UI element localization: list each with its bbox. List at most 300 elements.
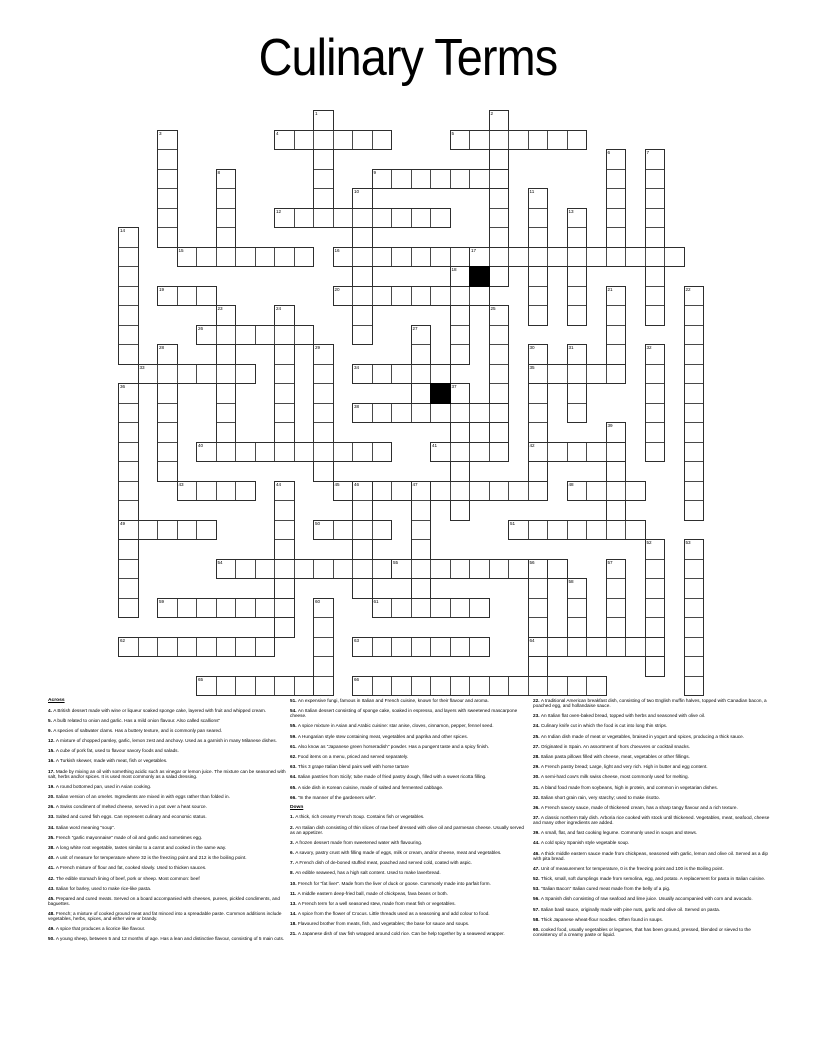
grid-cell[interactable] — [255, 247, 276, 268]
grid-cell[interactable] — [372, 559, 393, 580]
grid-cell[interactable] — [469, 442, 490, 463]
grid-cell[interactable] — [528, 656, 549, 677]
grid-cell[interactable] — [684, 461, 705, 482]
grid-cell[interactable] — [157, 442, 178, 463]
grid-cell[interactable] — [684, 637, 705, 658]
grid-cell[interactable] — [489, 266, 510, 287]
grid-cell[interactable] — [567, 364, 588, 385]
grid-cell[interactable] — [450, 305, 471, 326]
grid-cell[interactable] — [118, 481, 139, 502]
grid-cell[interactable] — [118, 461, 139, 482]
grid-cell[interactable] — [118, 286, 139, 307]
grid-cell[interactable] — [216, 247, 237, 268]
grid-cell[interactable] — [216, 481, 237, 502]
grid-cell[interactable] — [294, 325, 315, 346]
grid-cell[interactable] — [450, 286, 471, 307]
grid-cell[interactable] — [430, 637, 451, 658]
grid-cell[interactable] — [333, 247, 354, 268]
grid-cell[interactable] — [489, 247, 510, 268]
grid-cell[interactable] — [684, 656, 705, 677]
grid-cell[interactable] — [235, 325, 256, 346]
grid-cell[interactable] — [196, 325, 217, 346]
grid-cell[interactable] — [352, 227, 373, 248]
grid-cell[interactable] — [567, 598, 588, 619]
grid-cell[interactable] — [274, 481, 295, 502]
grid-cell[interactable] — [411, 325, 432, 346]
grid-cell[interactable] — [645, 364, 666, 385]
grid-cell[interactable] — [274, 383, 295, 404]
grid-cell[interactable] — [255, 325, 276, 346]
grid-cell[interactable] — [196, 520, 217, 541]
grid-cell[interactable] — [352, 266, 373, 287]
grid-cell[interactable] — [391, 676, 412, 697]
grid-cell[interactable] — [450, 325, 471, 346]
grid-cell[interactable] — [216, 364, 237, 385]
grid-cell[interactable] — [606, 559, 627, 580]
grid-cell[interactable] — [216, 403, 237, 424]
grid-cell[interactable] — [177, 598, 198, 619]
grid-cell[interactable] — [313, 656, 334, 677]
grid-cell[interactable] — [313, 559, 334, 580]
grid-cell[interactable] — [372, 130, 393, 151]
grid-cell[interactable] — [606, 227, 627, 248]
grid-cell[interactable] — [450, 383, 471, 404]
grid-cell[interactable] — [411, 247, 432, 268]
grid-cell[interactable] — [411, 578, 432, 599]
grid-cell[interactable] — [157, 461, 178, 482]
grid-cell[interactable] — [313, 461, 334, 482]
grid-cell[interactable] — [606, 149, 627, 170]
grid-cell[interactable] — [489, 481, 510, 502]
grid-cell[interactable] — [157, 130, 178, 151]
grid-cell[interactable] — [645, 208, 666, 229]
grid-cell[interactable] — [352, 286, 373, 307]
grid-cell[interactable] — [645, 559, 666, 580]
grid-cell[interactable] — [528, 247, 549, 268]
grid-cell[interactable] — [372, 169, 393, 190]
grid-cell[interactable] — [235, 364, 256, 385]
grid-cell[interactable] — [645, 403, 666, 424]
grid-cell[interactable] — [157, 188, 178, 209]
grid-cell[interactable] — [157, 403, 178, 424]
grid-cell[interactable] — [430, 598, 451, 619]
grid-cell[interactable] — [450, 481, 471, 502]
grid-cell[interactable] — [411, 364, 432, 385]
grid-cell[interactable] — [547, 676, 568, 697]
grid-cell[interactable] — [411, 676, 432, 697]
grid-cell[interactable] — [684, 598, 705, 619]
grid-cell[interactable] — [606, 422, 627, 443]
grid-cell[interactable] — [469, 130, 490, 151]
grid-cell[interactable] — [567, 676, 588, 697]
grid-cell[interactable] — [645, 578, 666, 599]
grid-cell[interactable] — [450, 559, 471, 580]
grid-cell[interactable] — [274, 520, 295, 541]
grid-cell[interactable] — [606, 188, 627, 209]
grid-cell[interactable] — [216, 305, 237, 326]
grid-cell[interactable] — [430, 286, 451, 307]
grid-cell[interactable] — [274, 598, 295, 619]
grid-cell[interactable] — [489, 305, 510, 326]
grid-cell[interactable] — [352, 442, 373, 463]
grid-cell[interactable] — [508, 559, 529, 580]
grid-cell[interactable] — [274, 208, 295, 229]
grid-cell[interactable] — [489, 403, 510, 424]
grid-cell[interactable] — [352, 188, 373, 209]
grid-cell[interactable] — [528, 422, 549, 443]
grid-cell[interactable] — [391, 598, 412, 619]
grid-cell[interactable] — [333, 559, 354, 580]
grid-cell[interactable] — [216, 676, 237, 697]
grid-cell[interactable] — [547, 130, 568, 151]
grid-cell[interactable] — [216, 422, 237, 443]
grid-cell[interactable] — [157, 637, 178, 658]
grid-cell[interactable] — [274, 325, 295, 346]
grid-cell[interactable] — [489, 325, 510, 346]
grid-cell[interactable] — [489, 344, 510, 365]
grid-cell[interactable] — [586, 481, 607, 502]
grid-cell[interactable] — [313, 403, 334, 424]
grid-cell[interactable] — [313, 422, 334, 443]
grid-cell[interactable] — [567, 578, 588, 599]
grid-cell[interactable] — [567, 227, 588, 248]
grid-cell[interactable] — [489, 110, 510, 131]
grid-cell[interactable] — [372, 208, 393, 229]
grid-cell[interactable] — [235, 676, 256, 697]
grid-cell[interactable] — [586, 247, 607, 268]
grid-cell[interactable] — [118, 344, 139, 365]
grid-cell[interactable] — [196, 247, 217, 268]
grid-cell[interactable] — [645, 383, 666, 404]
grid-cell[interactable] — [313, 598, 334, 619]
grid-cell[interactable] — [645, 344, 666, 365]
grid-cell[interactable] — [274, 344, 295, 365]
grid-cell[interactable] — [255, 676, 276, 697]
grid-cell[interactable] — [313, 676, 334, 697]
grid-cell[interactable] — [684, 481, 705, 502]
grid-cell[interactable] — [547, 559, 568, 580]
grid-cell[interactable] — [157, 149, 178, 170]
grid-cell[interactable] — [450, 442, 471, 463]
grid-cell[interactable] — [450, 598, 471, 619]
grid-cell[interactable] — [606, 169, 627, 190]
grid-cell[interactable] — [469, 598, 490, 619]
grid-cell[interactable] — [313, 110, 334, 131]
grid-cell[interactable] — [352, 208, 373, 229]
grid-cell[interactable] — [469, 247, 490, 268]
grid-cell[interactable] — [313, 188, 334, 209]
grid-cell[interactable] — [645, 188, 666, 209]
grid-cell[interactable] — [450, 403, 471, 424]
grid-cell[interactable] — [528, 344, 549, 365]
grid-cell[interactable] — [606, 598, 627, 619]
grid-cell[interactable] — [274, 422, 295, 443]
grid-cell[interactable] — [567, 305, 588, 326]
grid-cell[interactable] — [684, 383, 705, 404]
grid-cell[interactable] — [567, 130, 588, 151]
grid-cell[interactable] — [567, 247, 588, 268]
grid-cell[interactable] — [372, 481, 393, 502]
grid-cell[interactable] — [567, 403, 588, 424]
grid-cell[interactable] — [547, 364, 568, 385]
grid-cell[interactable] — [235, 247, 256, 268]
grid-cell[interactable] — [118, 266, 139, 287]
grid-cell[interactable] — [469, 403, 490, 424]
grid-cell[interactable] — [684, 617, 705, 638]
grid-cell[interactable] — [216, 344, 237, 365]
grid-cell[interactable] — [411, 169, 432, 190]
grid-cell[interactable] — [430, 403, 451, 424]
grid-cell[interactable] — [157, 227, 178, 248]
grid-cell[interactable] — [196, 676, 217, 697]
grid-cell[interactable] — [606, 247, 627, 268]
grid-cell[interactable] — [684, 344, 705, 365]
grid-cell[interactable] — [450, 676, 471, 697]
grid-cell[interactable] — [157, 169, 178, 190]
grid-cell[interactable] — [255, 559, 276, 580]
grid-cell[interactable] — [586, 442, 607, 463]
grid-cell[interactable] — [352, 559, 373, 580]
grid-cell[interactable] — [606, 461, 627, 482]
grid-cell[interactable] — [352, 247, 373, 268]
grid-cell[interactable] — [274, 305, 295, 326]
grid-cell[interactable] — [606, 208, 627, 229]
grid-cell[interactable] — [157, 208, 178, 229]
grid-cell[interactable] — [508, 481, 529, 502]
grid-cell[interactable] — [157, 286, 178, 307]
grid-cell[interactable] — [411, 559, 432, 580]
grid-cell[interactable] — [528, 481, 549, 502]
grid-cell[interactable] — [313, 364, 334, 385]
grid-cell[interactable] — [138, 520, 159, 541]
grid-cell[interactable] — [606, 305, 627, 326]
grid-cell[interactable] — [274, 442, 295, 463]
grid-cell[interactable] — [528, 559, 549, 580]
grid-cell[interactable] — [528, 305, 549, 326]
grid-cell[interactable] — [177, 364, 198, 385]
grid-cell[interactable] — [664, 247, 685, 268]
grid-cell[interactable] — [586, 520, 607, 541]
grid-cell[interactable] — [157, 383, 178, 404]
grid-cell[interactable] — [411, 383, 432, 404]
grid-cell[interactable] — [352, 481, 373, 502]
grid-cell[interactable] — [430, 559, 451, 580]
grid-cell[interactable] — [586, 364, 607, 385]
grid-cell[interactable] — [489, 676, 510, 697]
grid-cell[interactable] — [118, 247, 139, 268]
grid-cell[interactable] — [216, 169, 237, 190]
grid-cell[interactable] — [274, 500, 295, 521]
grid-cell[interactable] — [430, 208, 451, 229]
grid-cell[interactable] — [216, 325, 237, 346]
grid-cell[interactable] — [547, 637, 568, 658]
grid-cell[interactable] — [274, 130, 295, 151]
grid-cell[interactable] — [684, 578, 705, 599]
grid-cell[interactable] — [294, 130, 315, 151]
grid-cell[interactable] — [450, 266, 471, 287]
grid-cell[interactable] — [625, 481, 646, 502]
grid-cell[interactable] — [489, 188, 510, 209]
grid-cell[interactable] — [508, 247, 529, 268]
grid-cell[interactable] — [235, 481, 256, 502]
grid-cell[interactable] — [177, 520, 198, 541]
grid-cell[interactable] — [606, 617, 627, 638]
grid-cell[interactable] — [567, 617, 588, 638]
grid-cell[interactable] — [411, 637, 432, 658]
grid-cell[interactable] — [411, 286, 432, 307]
grid-cell[interactable] — [606, 637, 627, 658]
grid-cell[interactable] — [489, 169, 510, 190]
grid-cell[interactable] — [567, 520, 588, 541]
grid-cell[interactable] — [430, 169, 451, 190]
grid-cell[interactable] — [567, 266, 588, 287]
grid-cell[interactable] — [177, 481, 198, 502]
grid-cell[interactable] — [118, 383, 139, 404]
grid-cell[interactable] — [352, 325, 373, 346]
grid-cell[interactable] — [313, 208, 334, 229]
grid-cell[interactable] — [333, 130, 354, 151]
grid-cell[interactable] — [586, 637, 607, 658]
grid-cell[interactable] — [684, 500, 705, 521]
grid-cell[interactable] — [274, 676, 295, 697]
grid-cell[interactable] — [567, 637, 588, 658]
grid-cell[interactable] — [333, 481, 354, 502]
grid-cell[interactable] — [528, 442, 549, 463]
grid-cell[interactable] — [118, 559, 139, 580]
grid-cell[interactable] — [645, 149, 666, 170]
grid-cell[interactable] — [274, 247, 295, 268]
grid-cell[interactable] — [294, 208, 315, 229]
grid-cell[interactable] — [567, 344, 588, 365]
grid-cell[interactable] — [508, 130, 529, 151]
grid-cell[interactable] — [528, 461, 549, 482]
grid-cell[interactable] — [235, 637, 256, 658]
grid-cell[interactable] — [274, 364, 295, 385]
grid-cell[interactable] — [118, 637, 139, 658]
grid-cell[interactable] — [313, 383, 334, 404]
grid-cell[interactable] — [391, 247, 412, 268]
grid-cell[interactable] — [567, 481, 588, 502]
grid-cell[interactable] — [606, 344, 627, 365]
grid-cell[interactable] — [352, 130, 373, 151]
grid-cell[interactable] — [177, 637, 198, 658]
grid-cell[interactable] — [567, 442, 588, 463]
grid-cell[interactable] — [216, 383, 237, 404]
grid-cell[interactable] — [645, 637, 666, 658]
grid-cell[interactable] — [118, 500, 139, 521]
grid-cell[interactable] — [411, 520, 432, 541]
grid-cell[interactable] — [430, 676, 451, 697]
grid-cell[interactable] — [450, 169, 471, 190]
grid-cell[interactable] — [118, 539, 139, 560]
grid-cell[interactable] — [118, 598, 139, 619]
grid-cell[interactable] — [450, 130, 471, 151]
grid-cell[interactable] — [606, 578, 627, 599]
grid-cell[interactable] — [196, 637, 217, 658]
grid-cell[interactable] — [684, 286, 705, 307]
grid-cell[interactable] — [216, 559, 237, 580]
grid-cell[interactable] — [372, 637, 393, 658]
grid-cell[interactable] — [196, 364, 217, 385]
grid-cell[interactable] — [469, 286, 490, 307]
grid-cell[interactable] — [508, 520, 529, 541]
grid-cell[interactable] — [118, 422, 139, 443]
grid-cell[interactable] — [528, 520, 549, 541]
grid-cell[interactable] — [547, 442, 568, 463]
grid-cell[interactable] — [391, 481, 412, 502]
grid-cell[interactable] — [547, 520, 568, 541]
grid-cell[interactable] — [352, 637, 373, 658]
grid-cell[interactable] — [196, 286, 217, 307]
grid-cell[interactable] — [391, 559, 412, 580]
grid-cell[interactable] — [489, 149, 510, 170]
grid-cell[interactable] — [586, 676, 607, 697]
grid-cell[interactable] — [118, 520, 139, 541]
grid-cell[interactable] — [528, 208, 549, 229]
grid-cell[interactable] — [216, 637, 237, 658]
grid-cell[interactable] — [255, 598, 276, 619]
grid-cell[interactable] — [606, 364, 627, 385]
grid-cell[interactable] — [313, 520, 334, 541]
grid-cell[interactable] — [606, 286, 627, 307]
grid-cell[interactable] — [625, 520, 646, 541]
grid-cell[interactable] — [313, 442, 334, 463]
grid-cell[interactable] — [489, 442, 510, 463]
grid-cell[interactable] — [469, 559, 490, 580]
grid-cell[interactable] — [528, 676, 549, 697]
grid-cell[interactable] — [313, 169, 334, 190]
grid-cell[interactable] — [528, 188, 549, 209]
grid-cell[interactable] — [196, 598, 217, 619]
grid-cell[interactable] — [138, 637, 159, 658]
grid-cell[interactable] — [294, 442, 315, 463]
grid-cell[interactable] — [118, 578, 139, 599]
grid-cell[interactable] — [411, 344, 432, 365]
grid-cell[interactable] — [391, 169, 412, 190]
grid-cell[interactable] — [606, 325, 627, 346]
grid-cell[interactable] — [528, 617, 549, 638]
grid-cell[interactable] — [528, 286, 549, 307]
grid-cell[interactable] — [645, 539, 666, 560]
grid-cell[interactable] — [411, 403, 432, 424]
grid-cell[interactable] — [118, 325, 139, 346]
grid-cell[interactable] — [508, 676, 529, 697]
grid-cell[interactable] — [469, 169, 490, 190]
grid-cell[interactable] — [352, 500, 373, 521]
grid-cell[interactable] — [411, 481, 432, 502]
grid-cell[interactable] — [411, 598, 432, 619]
grid-cell[interactable] — [118, 305, 139, 326]
grid-cell[interactable] — [372, 403, 393, 424]
grid-cell[interactable] — [255, 637, 276, 658]
grid-cell[interactable] — [313, 149, 334, 170]
grid-cell[interactable] — [606, 520, 627, 541]
grid-cell[interactable] — [391, 403, 412, 424]
grid-cell[interactable] — [352, 364, 373, 385]
grid-cell[interactable] — [528, 637, 549, 658]
grid-cell[interactable] — [606, 481, 627, 502]
grid-cell[interactable] — [489, 227, 510, 248]
grid-cell[interactable] — [684, 403, 705, 424]
grid-cell[interactable] — [196, 481, 217, 502]
grid-cell[interactable] — [274, 559, 295, 580]
grid-cell[interactable] — [684, 422, 705, 443]
grid-cell[interactable] — [118, 227, 139, 248]
grid-cell[interactable] — [430, 247, 451, 268]
grid-cell[interactable] — [411, 500, 432, 521]
grid-cell[interactable] — [430, 364, 451, 385]
grid-cell[interactable] — [333, 286, 354, 307]
